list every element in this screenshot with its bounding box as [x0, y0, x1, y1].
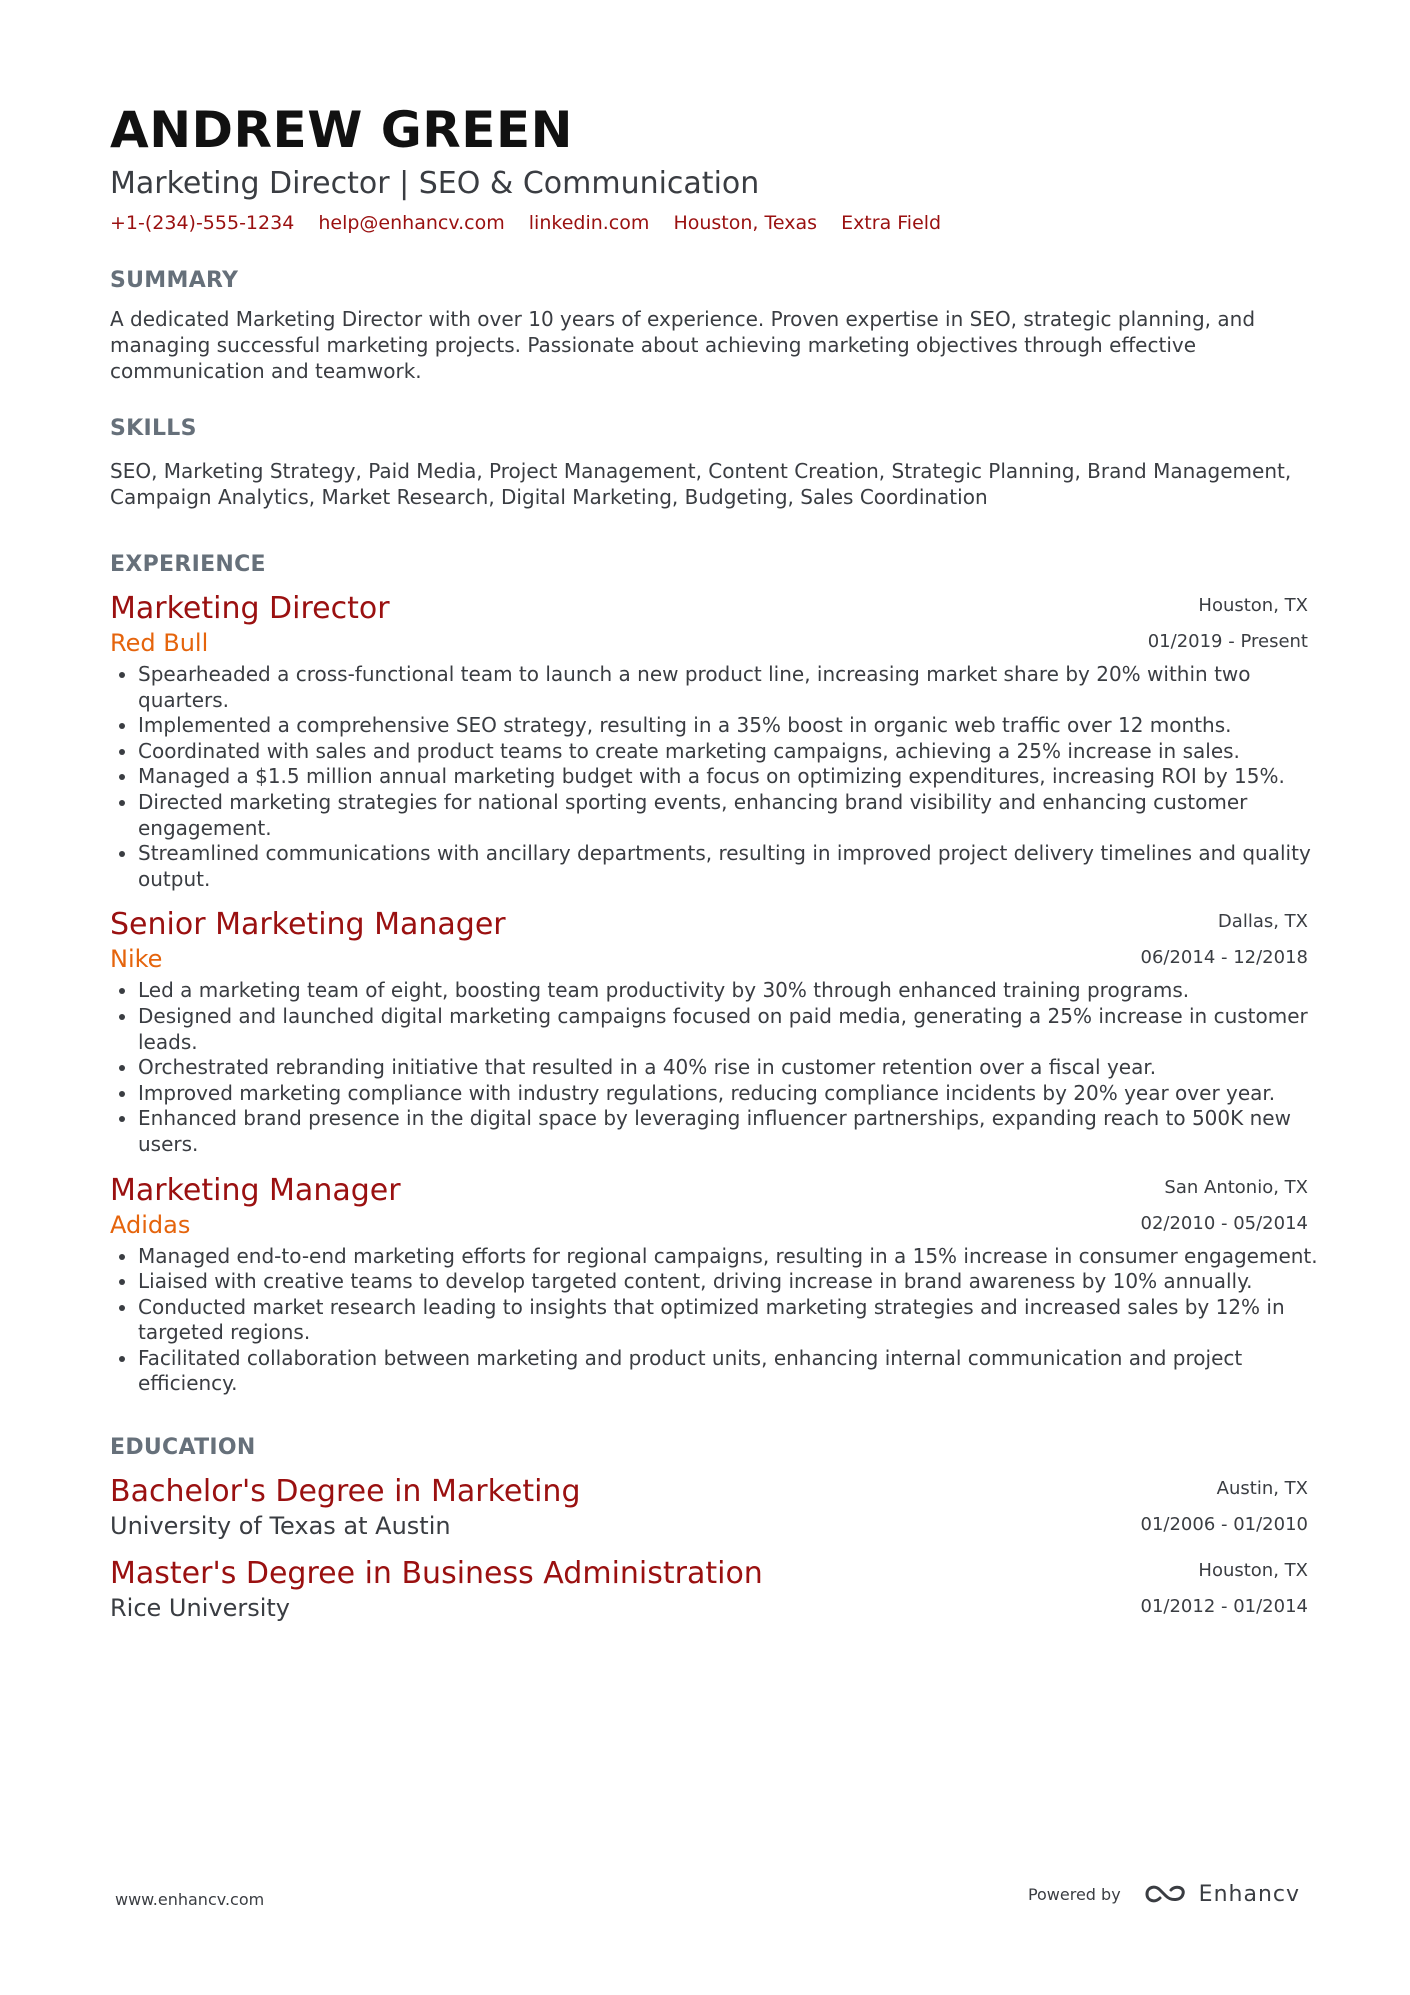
list-item: • Led a marketing team of eight, boosting team productivity by 30% through enhanced training programs.	[138, 978, 1328, 1004]
job-location: San Antonio, TX	[1164, 1176, 1308, 1198]
job-location: Houston, TX	[1198, 595, 1308, 616]
list-item: • Liaised with creative teams to develop targeted content, driving increase in brand awareness by 10% annually.	[138, 1269, 1328, 1295]
contact-info	[110, 210, 1308, 236]
degree-title: Master's Degree in Business Administration	[110, 1556, 763, 1592]
list-item: • Directed marketing strategies for national sporting events, enhancing brand visibility and enhancing customer engagement.	[138, 790, 1328, 841]
enhancv-brand-name: Enhancv	[1198, 1881, 1300, 1907]
school-name: University of Texas at Austin	[110, 1512, 451, 1541]
experience-entry	[110, 590, 1311, 892]
job-bullets	[110, 662, 1328, 892]
list-item: • Coordinated with sales and product teams to create marketing campaigns, achieving a 25% increase in sales.	[138, 739, 1328, 765]
job-dates: 01/2019 - Present	[1147, 631, 1308, 652]
headline: Marketing Director | SEO & Communication	[110, 166, 760, 201]
skills-section	[110, 414, 1308, 510]
email-link[interactable]: help@enhancv.com	[318, 212, 505, 234]
footer-branding	[1028, 1880, 1300, 1908]
list-item: • Streamlined communications with ancillary departments, resulting in improved project delivery timelines and quality output.	[138, 841, 1328, 892]
job-role: Marketing Director	[110, 591, 390, 626]
experience-entry	[110, 906, 1308, 1157]
footer-website-link[interactable]: www.enhancv.com	[115, 1890, 265, 1909]
list-item: • Orchestrated rebranding initiative that resulted in a 40% rise in customer retention over a fiscal year.	[138, 1055, 1328, 1081]
summary-text: A dedicated Marketing Director with over 10 years of experience. Proven expertise in SEO, strategic planning, and managing successful marketing projects. Passionate about achieving marketing objectives through effective communication and teamwork.	[110, 307, 1256, 383]
enhancv-logo-icon	[1143, 1880, 1189, 1908]
extra-field-text: Extra Field	[841, 212, 942, 234]
education-entry	[110, 1555, 1308, 1623]
summary-title: SUMMARY	[110, 268, 239, 293]
list-item: • Spearheaded a cross-functional team to launch a new product line, increasing market share by 20% within two quarters.	[138, 662, 1328, 713]
job-bullets	[110, 1244, 1328, 1398]
list-item: • Improved marketing compliance with industry regulations, reducing compliance incidents by 20% year over year.	[138, 1081, 1328, 1107]
job-bullets	[110, 978, 1328, 1157]
education-section	[110, 1433, 1308, 1623]
skills-text: SEO, Marketing Strategy, Paid Media, Project Management, Content Creation, Strategic Planning, Brand Management, Campaign Analytics, Market Research, Digital Marketing, Budgeting, Sales Coordination	[110, 459, 1292, 509]
list-item: • Facilitated collaboration between marketing and product units, enhancing internal communication and project efficiency.	[138, 1346, 1328, 1397]
job-company: Nike	[110, 945, 163, 974]
resume-page	[110, 96, 1318, 1623]
linkedin-link[interactable]: linkedin.com	[528, 212, 650, 234]
phone-link[interactable]: +1-(234)-555-1234	[110, 212, 295, 234]
school-location: Houston, TX	[1198, 1560, 1308, 1582]
candidate-name: ANDREW GREEN	[110, 101, 573, 159]
list-item: • Managed a $1.5 million annual marketing budget with a focus on optimizing expenditures, increasing ROI by 15%.	[138, 764, 1328, 790]
job-dates: 06/2014 - 12/2018	[1140, 947, 1308, 969]
experience-title: EXPERIENCE	[110, 552, 266, 577]
degree-title: Bachelor's Degree in Marketing	[110, 1474, 581, 1510]
experience-entry	[110, 1172, 1318, 1398]
powered-by-text: Powered by	[1027, 1884, 1121, 1904]
list-item: • Conducted market research leading to insights that optimized marketing strategies and increased sales by 12% in targeted regions.	[138, 1295, 1328, 1346]
summary-section	[110, 266, 1308, 384]
skills-title: SKILLS	[110, 416, 197, 441]
enhancv-brand[interactable]	[1143, 1880, 1300, 1908]
list-item: • Designed and launched digital marketing campaigns focused on paid media, generating a 25% increase in customer leads.	[138, 1004, 1328, 1055]
experience-section	[110, 550, 1318, 1397]
job-role: Senior Marketing Manager	[110, 907, 506, 943]
job-company: Red Bull	[110, 629, 209, 657]
education-title: EDUCATION	[110, 1435, 256, 1461]
list-item: • Enhanced brand presence in the digital space by leveraging influencer partnerships, expanding reach to 500K new users.	[138, 1106, 1328, 1157]
school-name: Rice University	[110, 1594, 290, 1623]
location-text: Houston, Texas	[673, 212, 818, 234]
job-location: Dallas, TX	[1217, 911, 1308, 933]
school-location: Austin, TX	[1216, 1478, 1308, 1500]
job-company: Adidas	[110, 1210, 191, 1239]
job-role: Marketing Manager	[110, 1172, 401, 1208]
school-dates: 01/2012 - 01/2014	[1140, 1596, 1308, 1618]
list-item: • Implemented a comprehensive SEO strategy, resulting in a 35% boost in organic web traffic over 12 months.	[138, 713, 1328, 739]
list-item: • Managed end-to-end marketing efforts for regional campaigns, resulting in a 15% increase in consumer engagement.	[138, 1244, 1328, 1270]
job-dates: 02/2010 - 05/2014	[1140, 1212, 1308, 1234]
education-entry	[110, 1473, 1308, 1541]
school-dates: 01/2006 - 01/2010	[1140, 1514, 1308, 1536]
